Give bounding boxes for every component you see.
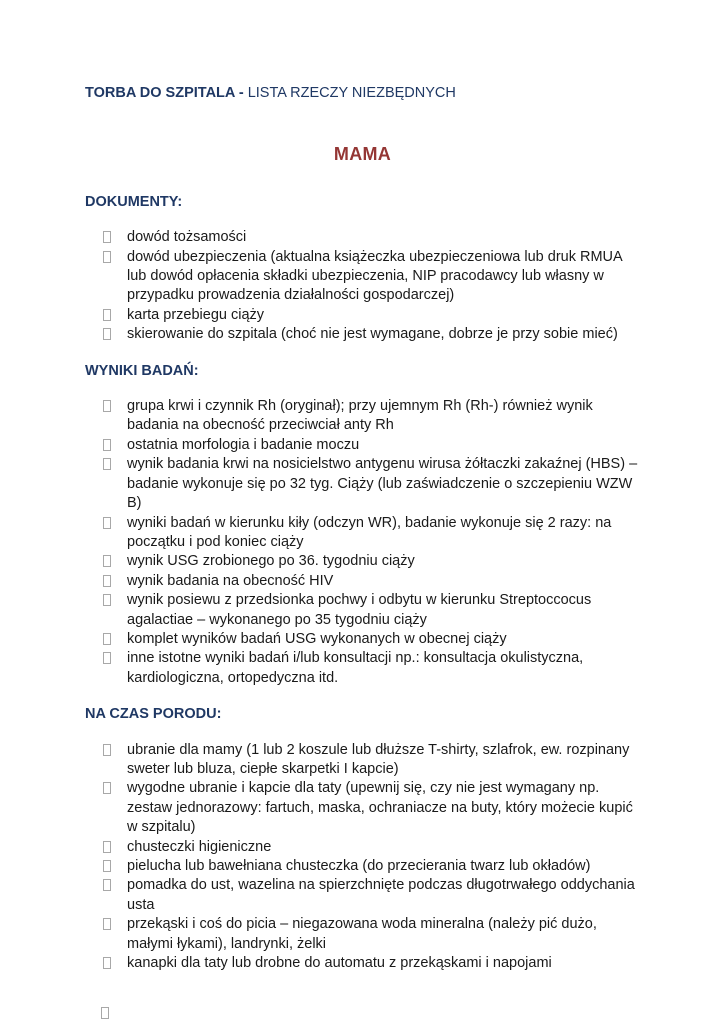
list-item-text: pielucha lub bawełniana chusteczka (do przecierania twarz lub okładów) — [127, 858, 591, 874]
checkbox-icon — [103, 633, 111, 645]
list-item — [103, 228, 640, 247]
section — [85, 362, 640, 689]
list-item-text: komplet wyników badań USG wykonanych w obecnej ciąży — [127, 630, 507, 647]
list-item-text: wynik badania na obecność HIV — [127, 572, 334, 589]
section — [85, 193, 640, 345]
list-item-text: dowód tożsamości — [127, 229, 247, 246]
list-item-text: grupa krwi i czynnik Rh (oryginał); przy ujemnym Rh (Rh-) również wynik badania na obecność przeciwciał anty Rh — [127, 398, 593, 434]
list-item-text: wyniki badań w kierunku kiły (odczyn WR), badanie wykonuje się 2 razy: na początku i pod koniec ciąży — [127, 514, 612, 550]
document-title-rest: LISTA RZECZY NIEZBĘDNYCH — [247, 85, 456, 101]
checkbox-icon — [103, 652, 111, 664]
document-title — [85, 84, 640, 103]
list-item-text: wynik USG zrobionego po 36. tygodniu ciąży — [127, 553, 415, 570]
document-title-bold: TORBA DO SZPITALA - — [85, 85, 248, 101]
checkbox-icon — [103, 918, 111, 930]
checkbox-icon — [103, 879, 111, 891]
checkbox-icon — [103, 251, 111, 263]
list-item — [103, 572, 640, 591]
list-item-text: ostatnia morfologia i badanie moczu — [127, 436, 360, 453]
list-item-text: pomadka do ust, wazelina na spierzchnięte podczas długotrwałego oddychania usta — [127, 877, 635, 913]
list-item — [103, 306, 640, 325]
list-item — [103, 649, 640, 688]
list-item — [103, 325, 640, 344]
checkbox-icon — [103, 860, 111, 872]
checkbox-icon — [103, 555, 111, 567]
list-item-text: inne istotne wyniki badań i/lub konsultacji np.: konsultacja okulistyczna, kardiologiczna, ortopedyczna itd. — [127, 650, 584, 686]
list-item — [103, 248, 640, 306]
checkbox-icon — [103, 400, 111, 412]
list-item-text: karta przebiegu ciąży — [127, 306, 265, 323]
section-heading: NA CZAS PORODU: — [85, 706, 222, 723]
list-item — [103, 514, 640, 553]
list-item-text: wynik badania krwi na nosicielstwo antygenu wirusa żółtaczki zakaźnej (HBS) – badanie wykonuje się po 32 tyg. Ciąży (lub zaświadczenie o szczepieniu WZW B) — [127, 456, 638, 512]
checkbox-icon — [103, 575, 111, 587]
list-item — [103, 779, 640, 837]
section-heading: DOKUMENTY: — [85, 193, 183, 210]
checkbox-icon — [103, 458, 111, 470]
checkbox-icon — [103, 231, 111, 243]
list-item — [103, 741, 640, 780]
checkbox-icon — [103, 841, 111, 853]
checklist — [85, 228, 640, 344]
list-item-text: dowód ubezpieczenia (aktualna książeczka ubezpieczeniowa lub druk RMUA lub dowód opłacenia składki ubezpieczenia, NIP pracodawcy lub własny w przypadku prowadzenia działalności gospodarczej) — [127, 248, 622, 304]
list-item-text: wygodne ubranie i kapcie dla taty (upewnij się, czy nie jest wymagany np. zestaw jednorazowy: fartuch, maska, ochraniacze na buty, który możecie kupić w szpitalu) — [127, 780, 633, 836]
list-item — [103, 436, 640, 455]
list-item-text: wynik posiewu z przedsionka pochwy i odbytu w kierunku Streptoccocus agalactiae – wykonanego po 35 tygodniu ciąży — [127, 592, 592, 628]
list-item — [103, 397, 640, 436]
checklist — [85, 741, 640, 974]
list-item — [103, 591, 640, 630]
section — [85, 705, 640, 973]
checkbox-icon — [103, 594, 111, 606]
list-item — [103, 857, 640, 876]
checkbox-icon — [103, 328, 111, 340]
list-item-text: skierowanie do szpitala (choć nie jest wymagane, dobrze je przy sobie mieć) — [127, 326, 618, 343]
checkbox-icon — [103, 439, 111, 451]
list-item — [103, 838, 640, 857]
list-item-text: ubranie dla mamy (1 lub 2 koszule lub dłuższe T-shirty, szlafrok, ew. rozpinany sweter lub bluza, ciepłe skarpetki I kapcie) — [127, 741, 630, 777]
checkbox-icon — [103, 744, 111, 756]
list-item-text: przekąski i coś do picia – niegazowana woda mineralna (należy pić dużo, małymi łykami), landrynki, żelki — [127, 916, 597, 952]
list-item — [103, 552, 640, 571]
checkbox-icon — [103, 957, 111, 969]
section-heading: WYNIKI BADAŃ: — [85, 362, 199, 379]
list-item-text: chusteczki higieniczne — [127, 838, 272, 855]
trailing-checkbox-icon — [101, 1007, 109, 1019]
sections-container — [85, 193, 640, 974]
checkbox-icon — [103, 782, 111, 794]
list-item — [103, 954, 640, 973]
list-item — [103, 876, 640, 915]
list-item — [103, 915, 640, 954]
checklist — [85, 397, 640, 688]
list-item — [103, 455, 640, 513]
checkbox-icon — [103, 309, 111, 321]
checkbox-icon — [103, 517, 111, 529]
list-item-text: kanapki dla taty lub drobne do automatu z przekąskami i napojami — [127, 955, 552, 972]
list-item — [103, 630, 640, 649]
main-heading: MAMA — [333, 144, 392, 165]
